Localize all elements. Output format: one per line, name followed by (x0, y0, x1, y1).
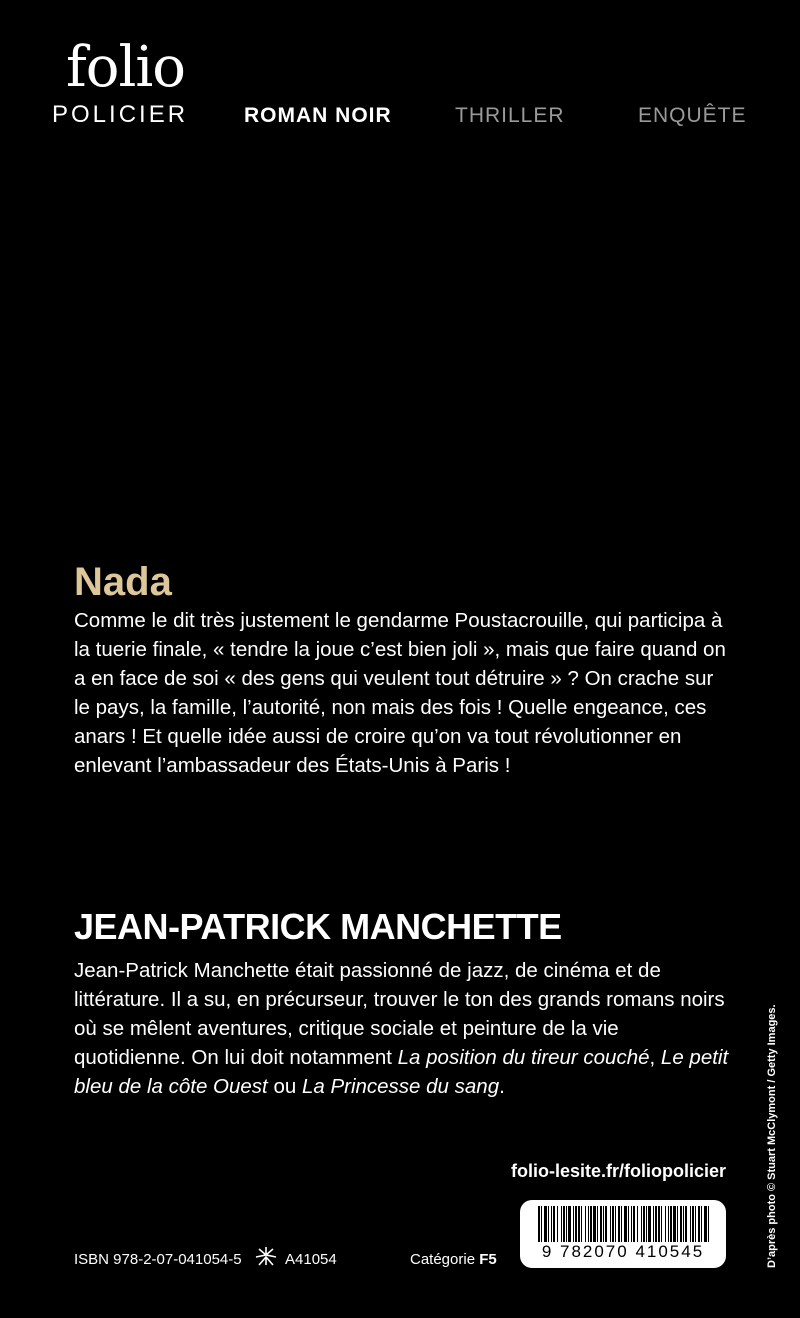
barcode-bar (641, 1206, 642, 1242)
nav-roman-noir: ROMAN NOIR (244, 104, 392, 127)
barcode-bar (590, 1206, 592, 1242)
bio-separator-1: , (649, 1046, 661, 1069)
barcode-bar (653, 1206, 654, 1242)
bio-end: . (499, 1075, 505, 1098)
barcode-bar (578, 1206, 580, 1242)
barcode-bar (643, 1206, 645, 1242)
barcode-bar (665, 1206, 666, 1242)
barcode-bar (605, 1206, 607, 1242)
barcode-bar (661, 1206, 662, 1242)
barcode-bar (563, 1206, 565, 1242)
barcode-bar (692, 1206, 694, 1242)
barcode-bar (548, 1206, 549, 1242)
nav-thriller: THRILLER (455, 104, 565, 127)
isbn: ISBN 978-2-07-041054-5 (74, 1251, 242, 1268)
barcode-bar (538, 1206, 540, 1242)
barcode-bar (593, 1206, 596, 1242)
barcode (520, 1200, 726, 1268)
folio-logo: folio (66, 35, 185, 100)
work-title-1: La position du tireur couché (397, 1046, 650, 1069)
bio-intro: Jean-Patrick Manchette était passionné de jazz, de cinéma et de littérature. Il a su, en précurseur, trouver le ton des grands romans noirs où se mêlent aventures, critique sociale et peinture de la vie quotidienne. On lui doit notamment (74, 959, 725, 1069)
barcode-bar (648, 1206, 651, 1242)
barcode-bar (631, 1206, 632, 1242)
barcode-bar (551, 1206, 552, 1242)
collection-name: POLICIER (52, 101, 189, 128)
website-url: folio-lesite.fr/foliopolicier (510, 1161, 726, 1181)
product-code: A41054 (285, 1251, 337, 1268)
book-title: Nada (74, 560, 172, 604)
barcode-bar (698, 1206, 700, 1242)
work-title-2: Le petit bleu de la côte Ouest (74, 1046, 729, 1098)
barcode-bar (646, 1206, 647, 1242)
photo-credit: D’après photo © Stuart McClymont / Getty Images. (766, 1004, 778, 1268)
category-label: Catégorie (410, 1251, 476, 1268)
barcode-bar (588, 1206, 589, 1242)
nav-enquete: ENQUÊTE (638, 104, 747, 127)
barcode-bar (633, 1206, 635, 1242)
barcode-bar (683, 1206, 684, 1242)
barcode-bar (541, 1206, 542, 1242)
barcode-bar (701, 1206, 702, 1242)
barcode-bar (670, 1206, 672, 1242)
barcode-bar (600, 1206, 602, 1242)
barcode-bar (568, 1206, 571, 1242)
barcode-bar (637, 1206, 638, 1242)
category-value: F5 (479, 1251, 497, 1268)
barcode-bar (615, 1206, 616, 1242)
barcode-bar (561, 1206, 562, 1242)
barcode-bar (566, 1206, 567, 1242)
category (410, 1251, 497, 1268)
barcode-bar (668, 1206, 669, 1242)
barcode-bar (612, 1206, 614, 1242)
barcode-bar (610, 1206, 611, 1242)
barcode-bar (680, 1206, 682, 1242)
barcode-bar (690, 1206, 691, 1242)
barcode-bar (597, 1206, 598, 1242)
barcode-bar (553, 1206, 555, 1242)
barcode-bar (618, 1206, 620, 1242)
bio-separator-2: ou (267, 1075, 302, 1098)
barcode-bar (673, 1206, 676, 1242)
barcode-bar (677, 1206, 678, 1242)
author-name: JEAN-PATRICK MANCHETTE (74, 906, 562, 947)
book-summary: Comme le dit très justement le gendarme Poustacrouille, qui participa à la tuerie finale, « tendre la joue c’est bien joli », mais que faire quand on a en face de soi « des gens qui veulent tout détruire » ? On crache sur le pays, la famille, l’autorité, non mais des fois ! Quelle engeance, ces anars ! Et quelle idée aussi de croire qu’on va tout révolutionner en enlevant l’ambassadeur des États-Unis à Paris ! (74, 609, 726, 777)
barcode-bar (557, 1206, 558, 1242)
barcode-bar (708, 1206, 709, 1242)
barcode-bars (538, 1206, 710, 1242)
publisher-logo-icon (253, 1245, 279, 1267)
barcode-bar (695, 1206, 696, 1242)
barcode-bar (585, 1206, 586, 1242)
barcode-bar (575, 1206, 577, 1242)
barcode-bar (704, 1206, 707, 1242)
barcode-bar (621, 1206, 622, 1242)
barcode-bar (628, 1206, 629, 1242)
barcode-bar (685, 1206, 687, 1242)
barcode-bar (624, 1206, 627, 1242)
barcode-bar (655, 1206, 657, 1242)
barcode-bar (658, 1206, 660, 1242)
barcode-number: 9 782070 410545 (541, 1242, 705, 1261)
work-title-3: La Princesse du sang (301, 1075, 500, 1098)
barcode-bar (603, 1206, 604, 1242)
barcode-bar (573, 1206, 574, 1242)
author-bio (74, 956, 734, 1101)
barcode-bar (544, 1206, 547, 1242)
barcode-bar (581, 1206, 582, 1242)
